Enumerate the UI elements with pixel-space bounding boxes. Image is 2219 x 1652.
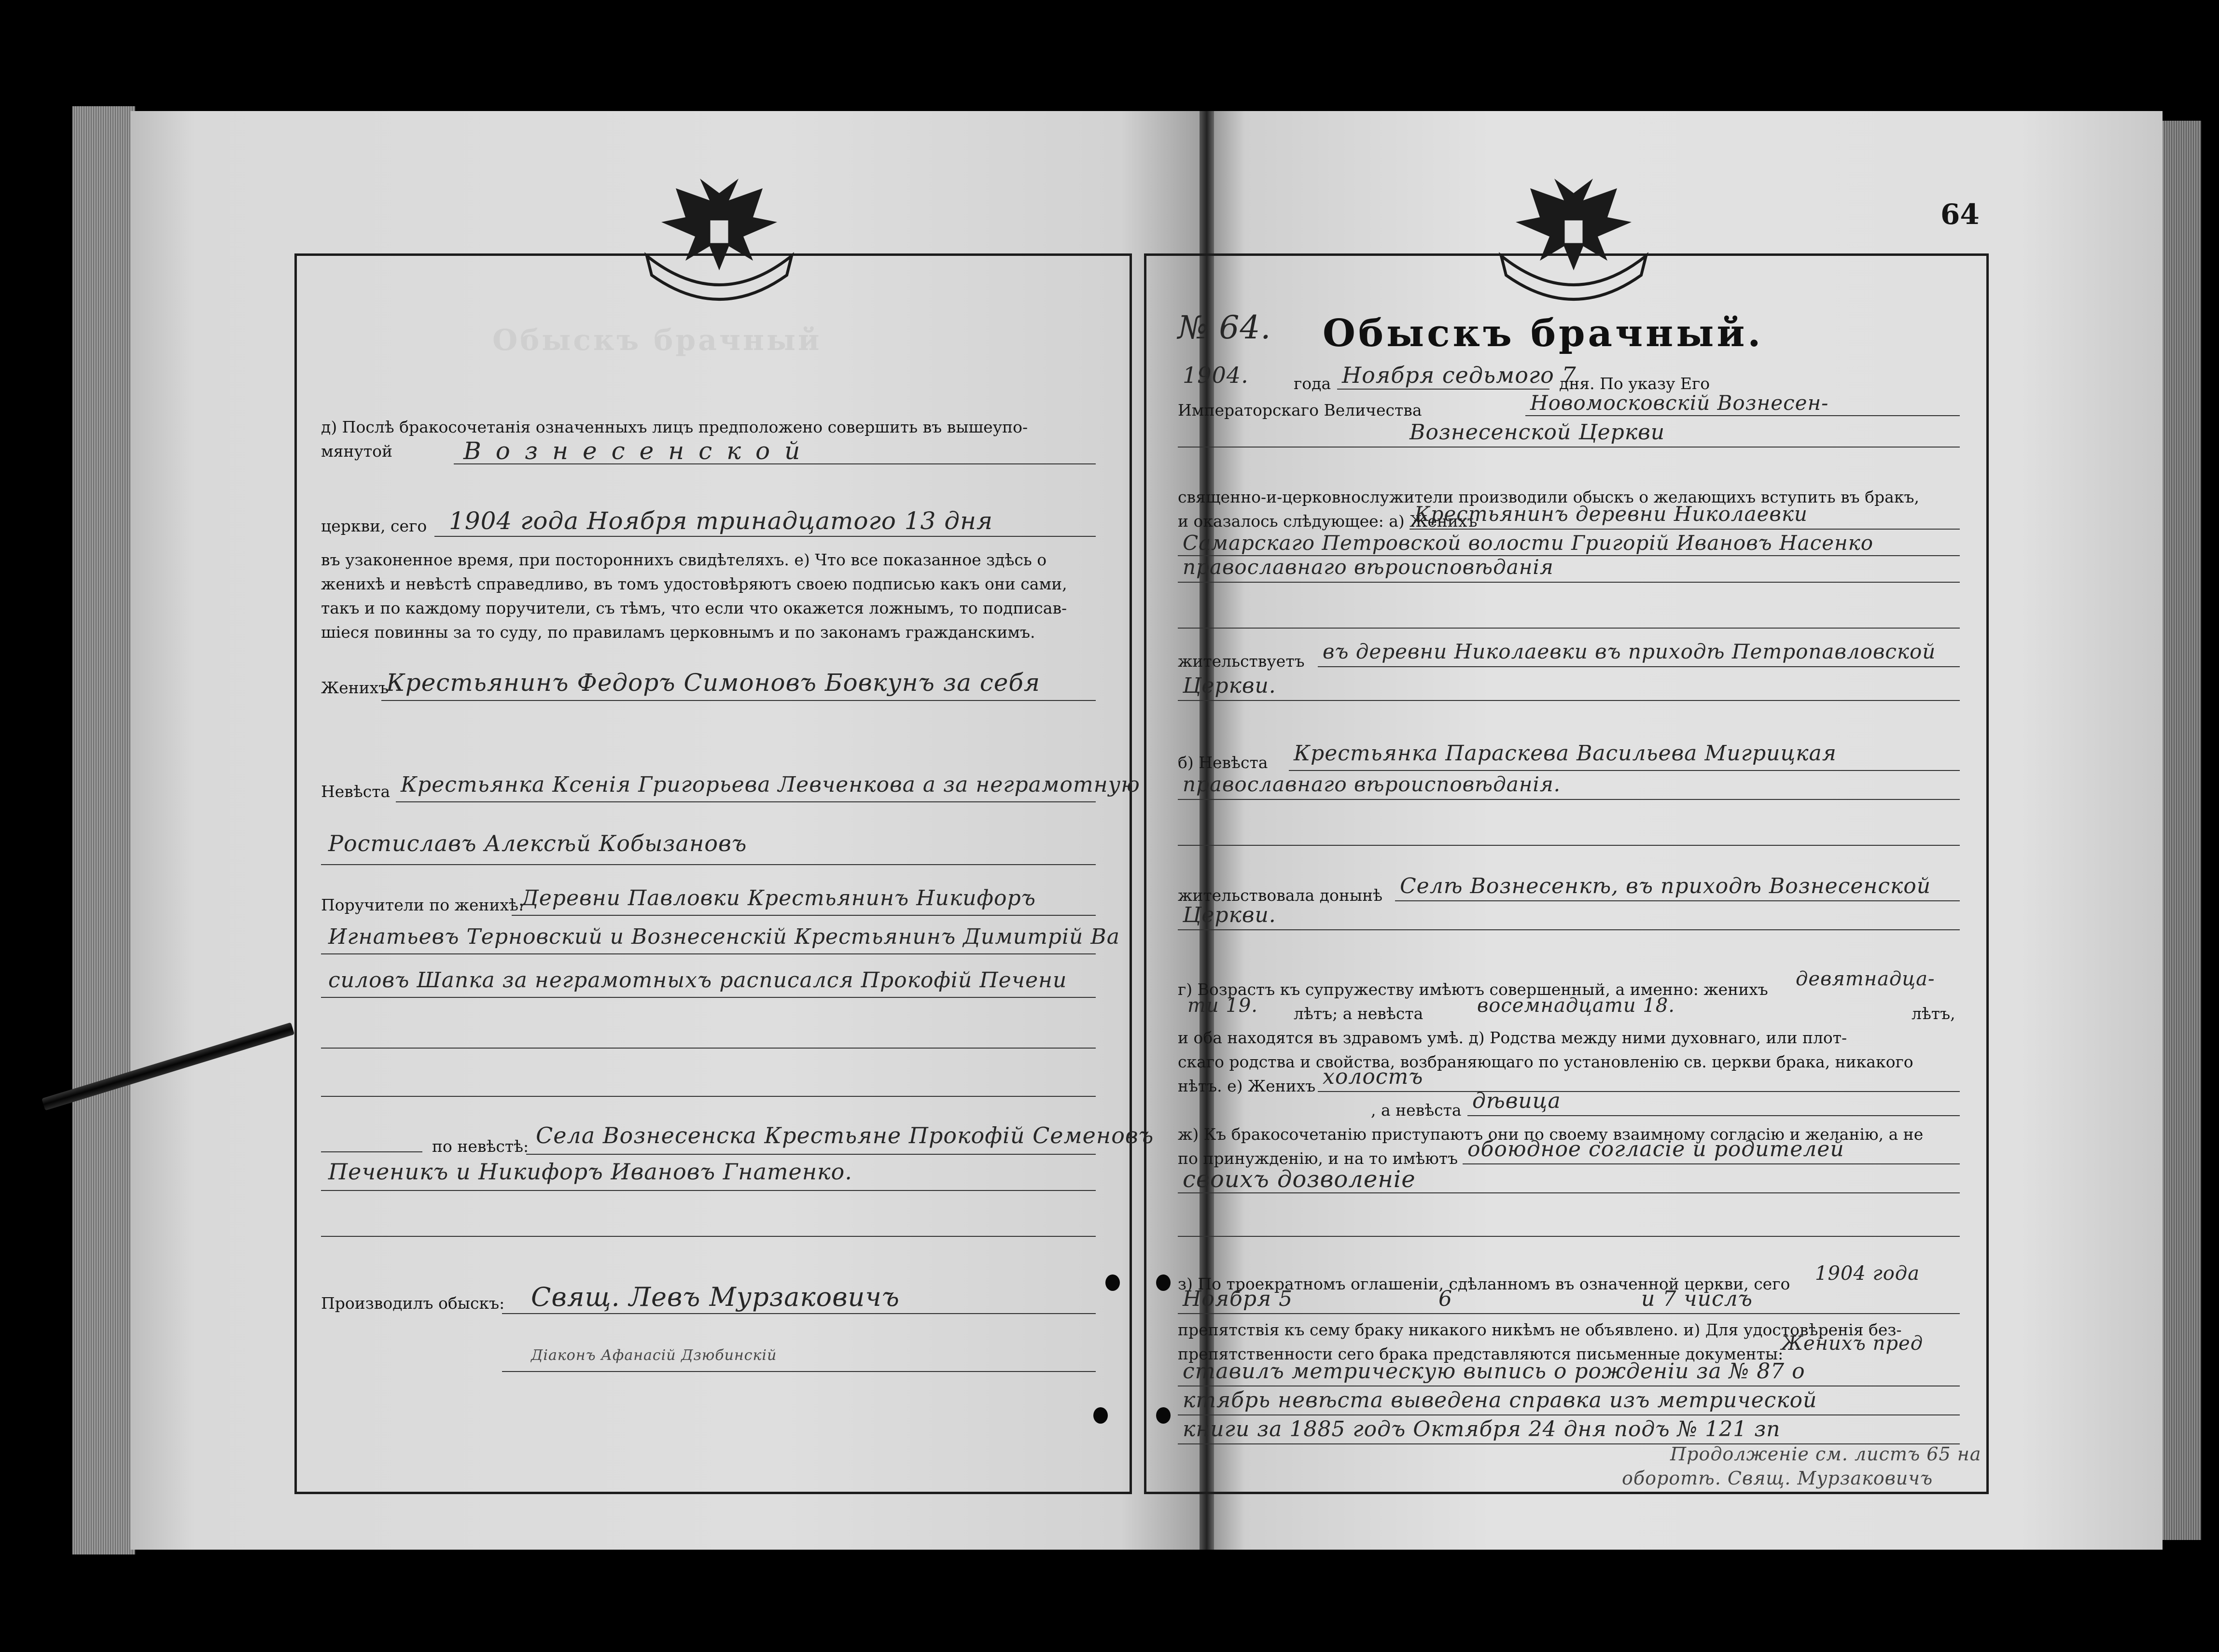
consistory-hand: Новомосковскій Вознесен-	[1530, 391, 1829, 415]
imperial-eagle-emblem-left	[618, 174, 821, 304]
rule	[1178, 845, 1960, 846]
rule	[1337, 389, 1549, 390]
rule	[381, 700, 1096, 701]
continuation-note-2: оборотѣ. Свящ. Мурзаковичъ	[1622, 1468, 1933, 1489]
rule	[512, 915, 1096, 916]
rule	[1178, 1414, 1960, 1415]
left-body-line-2: женихѣ и невѣстѣ справедливо, въ томъ удостовѣряютъ своею подписью какъ они сами,	[321, 574, 1067, 593]
imperial-eagle-emblem-right	[1472, 174, 1675, 304]
left-body-line-3: такъ и по каждому поручители, съ тѣмъ, что если что окажется ложнымъ, то подписав-	[321, 599, 1067, 617]
rule	[1318, 1091, 1960, 1092]
decree-text: дня. По указу Его	[1559, 374, 1710, 393]
consent-line-2: по принужденію, и на то имѣютъ	[1178, 1149, 1458, 1168]
bride-residence-hand-2: Церкви.	[1183, 903, 1276, 927]
left-body-line-1: въ узаконенное время, при постороннихъ свидѣтеляхъ. е) Что все показанное здѣсь о	[321, 550, 1047, 569]
left-body-line-4: шіеся повинны за то суду, по правиламъ церковнымъ и по законамъ гражданскимъ.	[321, 623, 1035, 642]
docs-hand-3: ктябрь невѣста выведена справка изъ метрической	[1183, 1388, 1817, 1413]
age-line-years: лѣтъ,	[1912, 1004, 1955, 1023]
left-ghost-heading: Обыскъ брачный	[492, 323, 822, 357]
age-line-6: , а невѣста	[1371, 1101, 1462, 1120]
entry-number-hand: № 64.	[1178, 309, 1271, 346]
rule	[1178, 1192, 1960, 1193]
rule	[321, 1096, 1096, 1097]
rule	[1467, 1115, 1960, 1116]
church-name-hand: Вознесенской	[463, 437, 815, 465]
banns-line: з) По троекратномъ оглашеніи, сдѣланномъ въ означенной церкви, сего	[1178, 1274, 1790, 1293]
groom-residence-label: жительствуетъ	[1178, 652, 1305, 671]
rule	[396, 801, 1096, 802]
performed-signature-hand: Свящ. Левъ Мурзаковичъ	[531, 1282, 900, 1312]
rule	[502, 1313, 1096, 1314]
consent-line-1: ж) Къ бракосочетанію приступаютъ они по своему взаимному согласію и желанію, а не	[1178, 1125, 1924, 1144]
rule	[1178, 1313, 1960, 1314]
rule	[321, 1048, 1096, 1049]
bride-signature-hand-2: Ростиславъ Алексѣй Кобызановъ	[328, 830, 747, 856]
bride-age-hand: восемнадцати 18.	[1477, 994, 1675, 1017]
rule	[321, 997, 1096, 998]
binding-ring	[1093, 1407, 1108, 1424]
church-hand: Вознесенской Церкви	[1410, 420, 1665, 445]
rule	[321, 864, 1096, 865]
bride-status-hand: дѣвица	[1472, 1089, 1561, 1113]
groom-faith-hand: православнаго вѣроисповѣданія	[1183, 555, 1554, 579]
purpose-line-1: д) Послѣ бракосочетанія означенныхъ лицъ предположено совершить въ вышеупо-	[321, 418, 1028, 436]
clergy-line-1: священно-и-церковнослужители производили обыскъ о желающихъ вступить въ бракъ,	[1178, 488, 1919, 506]
bride-label: Невѣста	[321, 782, 391, 801]
binding-ring	[1156, 1407, 1171, 1424]
age-line-5: нѣтъ. е) Женихъ	[1178, 1077, 1316, 1095]
wedding-date-hand: 1904 года Ноября тринадцатого 13 дня	[449, 507, 993, 535]
rule	[1178, 929, 1960, 930]
year-hand: 1904.	[1183, 362, 1249, 388]
groom-origin-hand-2: Самарскаго Петровской волости Григорій Ивановъ Насенко	[1183, 531, 1874, 555]
date-hand: Ноября седьмого 7	[1342, 362, 1577, 388]
banns-month-hand: Ноября 5	[1183, 1287, 1293, 1311]
rule	[454, 463, 1096, 464]
rule	[1178, 799, 1960, 800]
bride-name-hand: Крестьянка Параскева Васильева Мигрицкая	[1294, 741, 1837, 766]
left-page-edges	[72, 106, 135, 1554]
bride-signature-hand-1: Крестьянка Ксенія Григорьева Левченкова а за неграмотную	[401, 772, 1140, 797]
rule	[321, 1190, 1096, 1191]
rule	[434, 536, 1096, 537]
groom-signature-hand: Крестьянинъ Федоръ Симоновъ Бовкунъ за себя	[386, 669, 1040, 697]
rule	[1410, 529, 1960, 530]
rule	[1178, 700, 1960, 701]
rule	[1318, 666, 1960, 667]
age-line-2: лѣтъ; а невѣста	[1294, 1004, 1424, 1023]
rule	[1178, 628, 1960, 629]
rule	[526, 1154, 1096, 1155]
rule	[321, 953, 1096, 954]
guarantors-groom-hand-3: силовъ Шапка за неграмотныхъ расписался Прокофій Печени	[328, 968, 1067, 993]
banns-day-7-hand: и 7 числъ	[1641, 1287, 1753, 1311]
rule	[321, 1151, 422, 1152]
groom-age-hand-2: ти 19.	[1187, 994, 1258, 1017]
age-line-1: г) Возрастъ къ супружеству имѣютъ совершенный, а именно: женихъ	[1178, 980, 1768, 999]
binding-ring	[1156, 1274, 1171, 1291]
performed-label: Производилъ обыскъ:	[321, 1294, 505, 1313]
bride-residence-label: жительствовала донынѣ	[1178, 886, 1382, 905]
age-line-4: скаго родства и свойства, возбраняющаго по установленію св. церкви брака, никакого	[1178, 1052, 1913, 1071]
groom-origin-hand-1: Крестьянинъ деревни Николаевки	[1414, 502, 1808, 526]
rule	[1395, 900, 1960, 901]
clergy-line-2: и оказалось слѣдующее: а) Женихъ	[1178, 512, 1478, 531]
banns-year-hand: 1904 года	[1815, 1262, 1920, 1285]
docs-hand-2: ставилъ метрическую выпись о рожденіи за № 87 о	[1183, 1359, 1805, 1384]
bride-residence-hand-1: Селѣ Вознесенкѣ, въ приходѣ Вознесенской	[1400, 874, 1931, 898]
age-line-3: и оба находятся въ здравомъ умѣ. д) Родства между ними духовнаго, или плот-	[1178, 1028, 1847, 1047]
rule	[1178, 582, 1960, 583]
groom-residence-hand-2: Церкви.	[1183, 673, 1276, 698]
rule	[1178, 447, 1960, 448]
purpose-line-2: мянутой	[321, 442, 393, 461]
guarantors-bride-hand-1: Села Вознесенска Крестьяне Прокофій Семеновъ	[536, 1122, 1154, 1148]
guarantors-groom-hand-1: Деревни Павловки Крестьянинъ Никифоръ	[521, 886, 1036, 910]
majesty-text: Императорскаго Величества	[1178, 401, 1422, 420]
docs-line-1: препятствія къ сему браку никакого никѣмъ не объявлено. и) Для удостовѣренія без-	[1178, 1320, 1902, 1339]
bride-faith-hand: православнаго вѣроисповѣданія.	[1183, 772, 1561, 796]
rule	[321, 1236, 1096, 1237]
docs-line-2: препятственности сего брака представляются письменные документы:	[1178, 1344, 1784, 1363]
continuation-note-1: Продолженіе см. листъ 65 на	[1670, 1443, 1982, 1465]
church-line: церкви, сего	[321, 517, 427, 535]
groom-residence-hand-1: въ деревни Николаевки въ приходѣ Петропавловской	[1323, 640, 1936, 663]
consent-hand-2: своихъ дозволеніе	[1183, 1166, 1416, 1193]
rule	[1178, 1236, 1960, 1237]
banns-day-6-hand: 6	[1438, 1287, 1452, 1311]
binding-ring	[1105, 1274, 1120, 1291]
rule	[502, 1371, 1096, 1372]
year-label: года	[1294, 374, 1331, 393]
groom-status-hand: холостъ	[1323, 1064, 1424, 1089]
page-number: 64	[1940, 198, 1980, 231]
guarantors-bride-label: по невѣстѣ:	[432, 1137, 529, 1156]
groom-age-hand: девятнадца-	[1796, 968, 1935, 990]
rule	[1289, 770, 1960, 771]
record-title: Обыскъ брачный.	[1323, 311, 1764, 355]
rule	[1525, 415, 1960, 416]
bride-label: б) Невѣста	[1178, 753, 1268, 772]
guarantors-groom-label: Поручители по женихѣ:	[321, 896, 524, 914]
rule	[1463, 1163, 1960, 1164]
docs-hand-1: Женихъ пред	[1781, 1332, 1924, 1355]
groom-label: Женихъ	[321, 678, 389, 697]
docs-hand-4: книги за 1885 годъ Октября 24 дня подъ № 121 зп	[1183, 1417, 1781, 1442]
guarantors-bride-hand-2: Печеникъ и Никифоръ Ивановъ Гнатенко.	[328, 1159, 852, 1185]
deacon-signature-hand: Діаконъ Афанасій Дзюбинскій	[531, 1347, 777, 1364]
consent-hand-1: обоюдное согласіе и родителей	[1467, 1137, 1844, 1162]
guarantors-groom-hand-2: Игнатьевъ Терновский и Вознесенскій Крестьянинъ Димитрій Ва	[328, 924, 1120, 949]
